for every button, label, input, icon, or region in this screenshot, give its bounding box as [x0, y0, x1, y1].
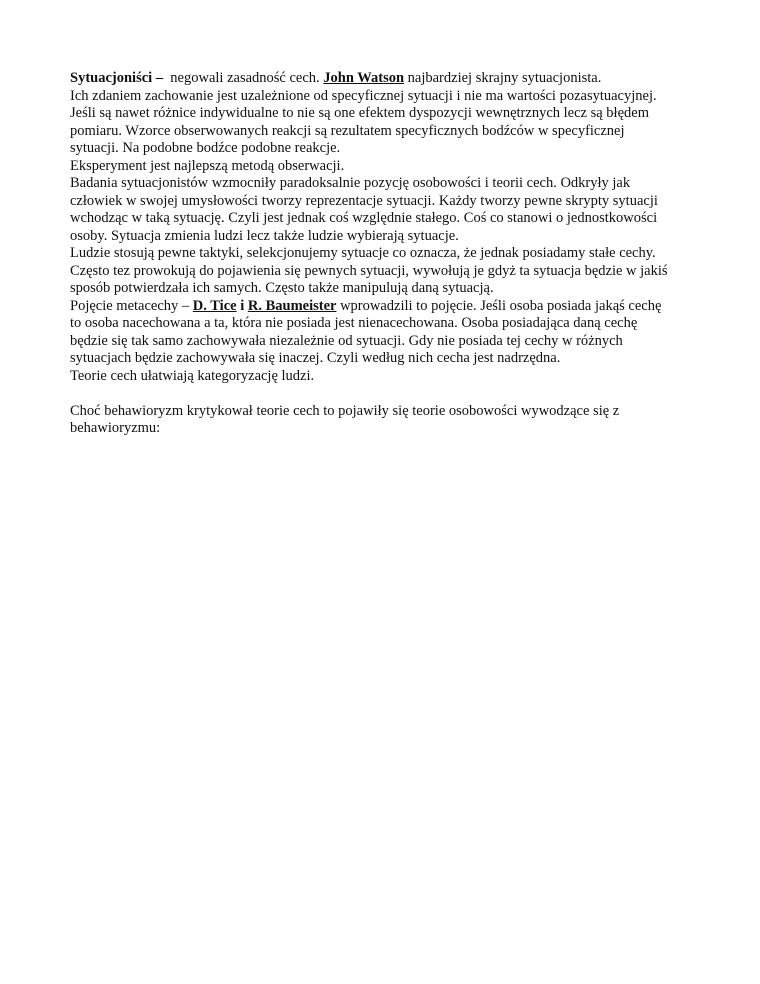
paragraph-line: to osoba nacechowana a ta, która nie posiada jest nienacechowana. Osoba posiadająca daną cechę	[70, 315, 638, 331]
author-d-tice: D. Tice	[192, 297, 237, 314]
document-body	[70, 70, 690, 438]
paragraph-line: Teorie cech ułatwiają kategoryzację ludzi.	[70, 367, 315, 384]
paragraph-line: sytuacji. Na podobne bodźce podobne reakcje.	[70, 140, 341, 156]
paragraph-line: Eksperyment jest najlepszą metodą obserwacji.	[70, 157, 345, 174]
paragraph-line: będzie się tak samo zachowywała niezależnie od sytuacji. Gdy nie posiada tej cechy w różnych	[70, 332, 623, 349]
author-conjunction: i	[236, 297, 248, 314]
paragraph-line: człowiek w swojej umysłowości tworzy reprezentacje sytuacji. Każdy tworzy pewne skrypty sytuacji	[70, 192, 658, 209]
paragraph-line: pomiaru. Wzorce obserwowanych reakcji są rezultatem specyficznych bodźców w specyficznej	[70, 122, 625, 139]
author-r-baumeister: R. Baumeister	[247, 297, 337, 314]
paragraph-line: Badania sytuacjonistów wzmocniły paradoksalnie pozycję osobowości i teorii cech. Odkryły jak	[70, 175, 631, 191]
paragraph-line: sytuacjach będzie zachowywała się inaczej. Czyli według nich cecha jest nadrzędna.	[70, 350, 561, 366]
paragraph-line: sposób potwierdzała ich samych. Często także manipulują daną sytuacją.	[70, 280, 494, 296]
paragraph-line: behawioryzmu:	[70, 420, 161, 436]
person-john-watson: John Watson	[323, 70, 405, 86]
blank-line	[70, 385, 690, 403]
metacechy-tail: wprowadzili to pojęcie. Jeśli osoba posiada jakąś cechę	[336, 297, 662, 314]
heading-line	[70, 70, 690, 88]
paragraph-line: Choć behawioryzm krytykował teorie cech to pojawiły się teorie osobowości wywodzące się z	[70, 402, 620, 419]
paragraph-line: Ich zdaniem zachowanie jest uzależnione od specyficznej sytuacji i nie ma wartości pozasytuacyjnej.	[70, 87, 657, 104]
metacechy-line	[70, 298, 690, 316]
paragraph-line: wchodząc w taką sytuację. Czyli jest jednak coś względnie stałego. Coś co stanowi o jednostkowości	[70, 210, 658, 226]
paragraph-line: Często tez prowokują do pojawienia się pewnych sytuacji, wywołują je gdyż ta sytuacja będzie w jakiś	[70, 262, 668, 279]
paragraph-line: Jeśli są nawet różnice indywidualne to nie są one efektem dyspozycji wewnętrznych lecz są błędem	[70, 105, 649, 121]
heading-text: negowali zasadność cech.	[163, 70, 324, 86]
heading-term: Sytuacjoniści –	[70, 70, 164, 86]
paragraph-line: Ludzie stosują pewne taktyki, selekcjonujemy sytuacje co oznacza, że jednak posiadamy stałe cechy.	[70, 245, 656, 261]
heading-tail: najbardziej skrajny sytuacjonista.	[404, 70, 602, 86]
metacechy-lead: Pojęcie metacechy –	[70, 297, 193, 314]
paragraph-line: osoby. Sytuacja zmienia ludzi lecz także ludzie wybierają sytuacje.	[70, 227, 459, 244]
